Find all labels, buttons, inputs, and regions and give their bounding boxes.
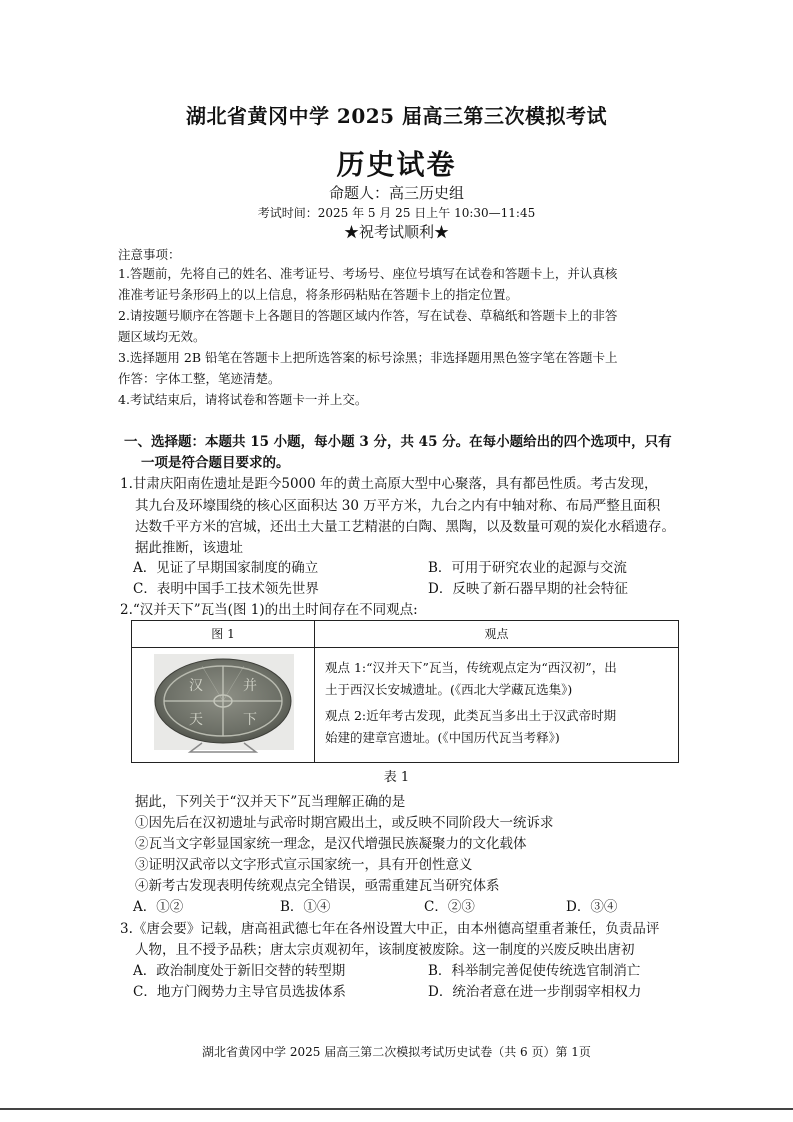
notice-line: 4.考试结束后，请将试卷和答题卡一并上交。: [118, 392, 368, 407]
q3-option-c: C．地方门阀势力主导官员选拔体系: [133, 984, 346, 1000]
notice-line: 3.选择题用 2B 铅笔在答题卡上把所选答案的标号涂黑；非选择题用黑色签字笔在答题卡上: [118, 350, 618, 365]
q2-option-a: A．①②: [133, 899, 184, 915]
q2-option-c: C．②③: [424, 899, 475, 915]
q2-option-b: B．①④: [280, 899, 331, 915]
view-2-line-1: 观点 2:近年考古发现，此类瓦当多出土于汉武帝时期: [325, 708, 617, 723]
tile-char-4: 下: [243, 712, 257, 728]
notice-line: 2.请按题号顺序在答题卡上各题目的答题区域内作答，写在试卷、草稿纸和答题卡上的非答: [118, 308, 618, 323]
figure-cell: [132, 648, 315, 763]
roof-tile-image: [132, 648, 314, 759]
q1-option-a: A．见证了早期国家制度的确立: [133, 560, 319, 576]
subject-title: 历史试卷: [336, 148, 457, 181]
section-heading: 一、选择题：本题共 15 小题，每小题 3 分，共 45 分。在每小题给出的四个选项中，只有: [124, 434, 672, 450]
table-header-figure: 图 1: [132, 621, 315, 648]
exam-title: 湖北省黄冈中学 2025 届高三第三次模拟考试: [185, 104, 608, 128]
q3-option-d: D．统治者意在进一步削弱宰相权力: [428, 984, 642, 1000]
good-luck-line: ★祝考试顺利★: [343, 223, 449, 241]
q1-stem: 据此推断，该遗址: [135, 540, 243, 556]
q1-stem: 达数千平方米的宫城，还出土大量工艺精湛的白陶、黑陶，以及数量可观的炭化水稻遗存。: [135, 519, 675, 535]
table-caption: 表 1: [383, 770, 410, 785]
view-1-line-2: 土于西汉长安城遗址。(《西北大学藏瓦选集》): [325, 682, 573, 697]
q2-stem: 2.“汉并天下”瓦当(图 1)的出土时间存在不同观点:: [120, 602, 418, 618]
view-2-line-2: 始建的建章宫遗址。(《中国历代瓦当考释》): [325, 730, 560, 745]
q2-item-2: ②瓦当文字彰显国家统一理念，是汉代增强民族凝聚力的文化载体: [135, 836, 527, 852]
notice-line: 准准考证号条形码上的以上信息，将条形码粘贴在答题卡上的指定位置。: [118, 287, 519, 302]
q3-stem: 3.《唐会要》记载，唐高祖武德七年在各州设置大中正，由本州德高望重者兼任，负责品评: [120, 921, 660, 937]
q1-option-b: B．可用于研究农业的起源与交流: [428, 560, 627, 576]
q1-option-c: C．表明中国手工技术领先世界: [133, 581, 319, 597]
page-footer: 湖北省黄冈中学 2025 届高三第二次模拟考试历史试卷（共 6 页）第 1页: [202, 1045, 591, 1059]
notice-heading: 注意事项：: [118, 247, 181, 262]
view-1-line-1: 观点 1:“汉并天下”瓦当，传统观点定为“西汉初”，出: [325, 660, 617, 675]
q1-stem: 1.甘肃庆阳南佐遗址是距今5000 年的黄土高原大型中心聚落，具有都邑性质。考古发现，: [120, 476, 658, 492]
author-line: 命题人：高三历史组: [328, 184, 464, 202]
views-cell: [315, 648, 679, 763]
tile-char-1: 汉: [189, 678, 203, 694]
table-header-views: 观点: [315, 621, 679, 648]
q1-stem: 其九台及环壕围绕的核心区面积达 30 万平方米，九台之内有中轴对称、布局严整且面积: [135, 498, 661, 514]
tile-char-3: 天: [189, 712, 203, 728]
q3-option-b: B．科举制完善促使传统选官制消亡: [428, 963, 641, 979]
notice-line: 作答：字体工整，笔迹清楚。: [118, 371, 281, 386]
bottom-rule: [0, 1108, 793, 1110]
q2-option-d: D．③④: [566, 899, 618, 915]
q2-item-4: ④新考古发现表明传统观点完全错误，亟需重建瓦当研究体系: [135, 878, 500, 894]
exam-time: 考试时间：2025 年 5 月 25 日上午 10:30—11:45: [257, 206, 536, 220]
table-1: [131, 620, 679, 763]
q2-item-1: ①因先后在汉初遗址与武帝时期宫殿出土，或反映不同阶段大一统诉求: [135, 815, 554, 831]
section-heading-cont: 一项是符合题目要求的。: [141, 455, 290, 471]
tile-char-2: 并: [243, 678, 257, 694]
notice-line: 1.答题前，先将自己的姓名、准考证号、考场号、座位号填写在试卷和答题卡上，并认真核: [118, 266, 618, 281]
q3-option-a: A．政治制度处于新旧交替的转型期: [133, 963, 346, 979]
q2-lead: 据此，下列关于“汉并天下”瓦当理解正确的是: [135, 794, 406, 810]
notice-line: 题区域均无效。: [118, 329, 206, 344]
q1-option-d: D．反映了新石器早期的社会特征: [428, 581, 628, 597]
q3-stem: 人物，且不授予品秩；唐太宗贞观初年，该制度被废除。这一制度的兴废反映出唐初: [135, 942, 635, 958]
q2-item-3: ③证明汉武帝以文字形式宣示国家统一，具有开创性意义: [135, 857, 473, 873]
